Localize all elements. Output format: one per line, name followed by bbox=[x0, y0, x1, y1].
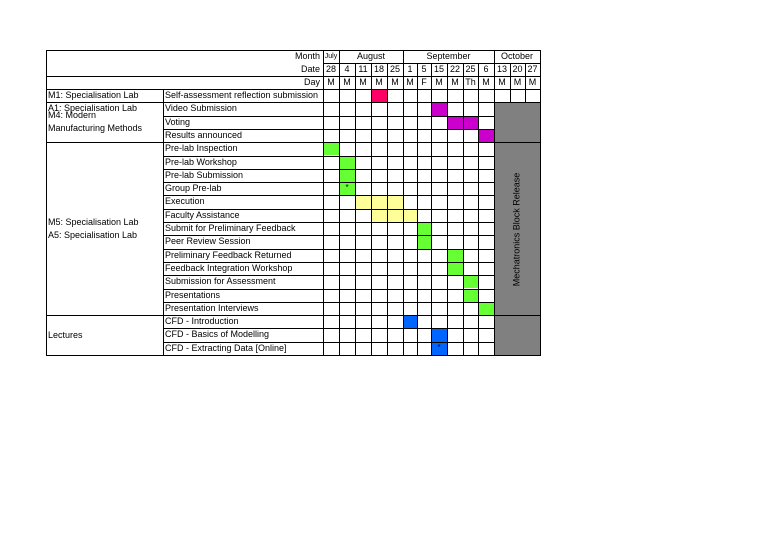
day-cell: M bbox=[513, 77, 522, 87]
grid-line bbox=[163, 129, 495, 130]
schedule-cell bbox=[371, 89, 387, 102]
task-label: Submission for Assessment bbox=[165, 276, 276, 287]
grid-line bbox=[46, 315, 541, 316]
grid-line bbox=[163, 209, 495, 210]
date-cell: 5 bbox=[421, 64, 427, 74]
task-label: Presentation Interviews bbox=[165, 302, 259, 313]
day-cell: M bbox=[451, 77, 459, 87]
schedule-cell bbox=[478, 129, 494, 142]
grid-line bbox=[46, 50, 47, 356]
task-label: CFD - Introduction bbox=[165, 316, 239, 327]
grid-line bbox=[403, 50, 404, 64]
schedule-cell bbox=[323, 142, 339, 155]
schedule-cell bbox=[339, 156, 355, 169]
task-label: Pre-lab Workshop bbox=[165, 156, 237, 167]
day-cell: M bbox=[528, 77, 537, 87]
schedule-cell bbox=[403, 315, 417, 328]
schedule-cell bbox=[371, 209, 387, 222]
grid-line bbox=[494, 355, 541, 356]
task-label: Voting bbox=[165, 116, 191, 127]
day-cell: M bbox=[343, 77, 351, 87]
day-cell: M bbox=[498, 77, 506, 87]
task-label: Self-assessment reflection submission bbox=[165, 90, 319, 100]
grid-line bbox=[163, 169, 495, 170]
day-cell: M bbox=[435, 77, 443, 87]
group-label: Manufacturing Methods bbox=[48, 123, 143, 134]
date-cell: 25 bbox=[389, 64, 400, 74]
date-cell: 22 bbox=[449, 64, 460, 74]
grid-line bbox=[163, 249, 495, 250]
day-cell: Th bbox=[465, 77, 476, 87]
task-label: Group Pre-lab bbox=[165, 183, 222, 194]
grid-line bbox=[163, 222, 495, 223]
group-label: A1: Specialisation Lab bbox=[48, 103, 138, 113]
grid-line bbox=[339, 50, 340, 64]
date-cell: 4 bbox=[344, 64, 350, 74]
task-label: Presentations bbox=[165, 289, 221, 300]
cell-mark: * bbox=[437, 342, 441, 352]
schedule-cell bbox=[417, 235, 431, 248]
grid-line bbox=[163, 182, 495, 183]
month-august: August bbox=[356, 51, 386, 61]
grid-line bbox=[163, 262, 495, 263]
task-label: Video Submission bbox=[165, 103, 237, 114]
date-cell: 15 bbox=[433, 64, 444, 74]
day-cell: M bbox=[375, 77, 383, 87]
task-label: Submit for Preliminary Feedback bbox=[165, 223, 296, 233]
date-cell: 11 bbox=[358, 64, 368, 74]
grid-line bbox=[163, 302, 495, 303]
task-label: Execution bbox=[165, 196, 205, 207]
date-cell: 27 bbox=[527, 64, 538, 74]
task-label: Feedback Integration Workshop bbox=[165, 262, 293, 273]
schedule-cell bbox=[371, 195, 387, 208]
grid-line bbox=[163, 275, 495, 276]
date-cell: 28 bbox=[325, 64, 336, 74]
task-label: Preliminary Feedback Returned bbox=[165, 249, 292, 260]
grid-line bbox=[163, 289, 495, 290]
schedule-cell bbox=[387, 195, 403, 208]
date-cell: 18 bbox=[373, 64, 384, 74]
schedule-cell bbox=[431, 102, 447, 115]
grid-line bbox=[163, 235, 495, 236]
group-label: M4: Modern bbox=[48, 110, 97, 121]
grid-line bbox=[46, 89, 541, 90]
schedule-cell bbox=[447, 116, 463, 129]
grid-line bbox=[46, 142, 541, 143]
grid-line bbox=[510, 63, 511, 103]
task-label: Results announced bbox=[165, 129, 243, 140]
cell-mark: * bbox=[345, 183, 349, 193]
grid-line bbox=[163, 195, 495, 196]
schedule-cell bbox=[447, 262, 463, 275]
grid-line bbox=[540, 50, 541, 356]
schedule-cell bbox=[355, 195, 371, 208]
grid-line bbox=[163, 116, 495, 117]
month-july: July bbox=[324, 53, 338, 60]
group-label: M5: Specialisation Lab bbox=[48, 216, 139, 227]
task-label: Pre-lab Submission bbox=[165, 169, 244, 180]
date-cell: 20 bbox=[512, 64, 523, 74]
day-cell: M bbox=[359, 77, 367, 87]
task-label: Peer Review Session bbox=[165, 236, 251, 247]
schedule-cell bbox=[463, 116, 478, 129]
schedule-cell bbox=[417, 222, 431, 235]
schedule-cell bbox=[387, 209, 403, 222]
date-cell: 1 bbox=[407, 64, 413, 74]
schedule-cell bbox=[463, 289, 478, 302]
day-cell: F bbox=[421, 77, 427, 87]
task-label: CFD - Basics of Modelling bbox=[165, 329, 270, 340]
date-cell: 13 bbox=[496, 64, 507, 74]
group-label: Lectures bbox=[48, 329, 83, 340]
schedule-cell bbox=[463, 275, 478, 288]
grid-line bbox=[494, 50, 495, 64]
date-cell: 25 bbox=[465, 64, 476, 74]
grid-line bbox=[163, 342, 495, 343]
task-label: CFD - Extracting Data [Online] bbox=[165, 342, 287, 353]
date-label: Date bbox=[300, 64, 320, 74]
month-october: October bbox=[500, 51, 533, 61]
day-cell: M bbox=[327, 77, 335, 87]
group-label: M1: Specialisation Lab bbox=[48, 90, 139, 100]
grid-line bbox=[46, 102, 541, 103]
schedule-cell bbox=[447, 249, 463, 262]
date-cell: 6 bbox=[483, 64, 489, 74]
grid-line bbox=[540, 50, 541, 64]
day-cell: M bbox=[391, 77, 399, 87]
schedule-cell bbox=[431, 328, 447, 341]
schedule-cell bbox=[339, 169, 355, 182]
grid-line bbox=[46, 355, 541, 356]
group-label: A5: Specialisation Lab bbox=[48, 229, 138, 240]
task-label: Pre-lab Inspection bbox=[165, 143, 238, 154]
grid-line bbox=[46, 50, 541, 51]
grid-line bbox=[163, 328, 495, 329]
grid-line bbox=[323, 50, 324, 356]
block-release-label: Mechatronics Block Release bbox=[511, 172, 522, 286]
grid-line bbox=[46, 76, 541, 77]
grid-line bbox=[525, 63, 526, 103]
task-label: Faculty Assistance bbox=[165, 209, 240, 220]
month-september: September bbox=[426, 51, 471, 61]
day-label: Day bbox=[303, 77, 320, 87]
month-label: Month bbox=[294, 51, 320, 61]
schedule-cell bbox=[478, 302, 494, 315]
day-cell: M bbox=[482, 77, 490, 87]
day-cell: M bbox=[406, 77, 414, 87]
grid-line bbox=[163, 156, 495, 157]
schedule-cell bbox=[403, 209, 417, 222]
